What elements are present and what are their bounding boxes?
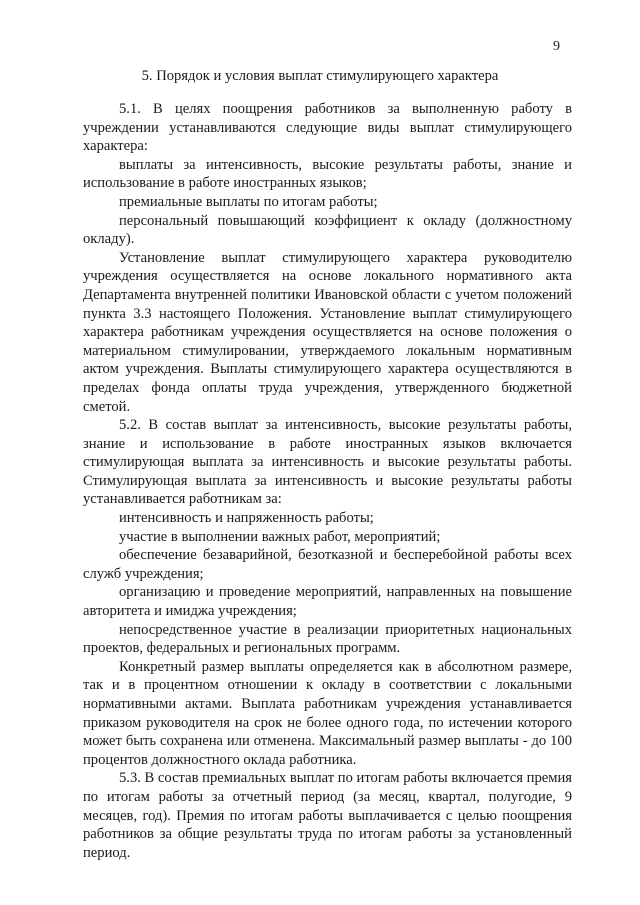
- list-item-uninterrupted-work: обеспечение безаварийной, безотказной и бесперебойной работы всех служб учреждения;: [83, 547, 572, 582]
- paragraph-5-1-intro: 5.1. В целях поощрения работников за выполненную работу в учреждении устанавливаются следующие виды выплат стимулирующего характера:: [83, 101, 572, 155]
- page-number: 9: [553, 39, 560, 54]
- list-item-national-projects: непосредственное участие в реализации приоритетных национальных проектов, федеральных и региональных программ.: [83, 621, 572, 657]
- list-item-events: организацию и проведение мероприятий, направленных на повышение авторитета и имиджа учреждения;: [83, 584, 572, 620]
- section-body: [83, 100, 572, 862]
- paragraph-establishment: Установление выплат стимулирующего характера руководителю учреждения осуществляется на основе локального нормативного акта Департамента внутренней политики Ивановской области с учетом положений пункта 3.3 настоящего Положения. Установление выплат стимулирующего характера работникам учреждения осуществляется на основе положения о материальном стимулировании, утверждаемого локальным нормативным актом учреждения. Выплаты стимулирующего характера осуществляются в пределах фонда оплаты труда учреждения, утвержденного бюджетной сметой.: [83, 249, 572, 415]
- paragraph-5-3: 5.3. В состав премиальных выплат по итогам работы включается премия по итогам работы за отчетный период (за месяц, квартал, полугодие, 9 месяцев, год). Премия по итогам работы выплачивается с целью поощрения работников за общие результаты труда по итогам работы за установленный период.: [83, 770, 572, 861]
- list-item-participation: участие в выполнении важных работ, мероприятий;: [119, 528, 441, 545]
- list-item-intensity-payments: выплаты за интенсивность, высокие результаты работы, знание и использование в работе иностранных языков;: [83, 156, 572, 192]
- paragraph-payment-size: Конкретный размер выплаты определяется как в абсолютном размере, так и в процентном отношении к окладу в соответствии с локальными нормативными актами. Выплата работникам учреждения устанавливается приказом руководителя на срок не более одного года, по истечении которого может быть сохранена или отменена. Максимальный размер выплаты - до 100 процентов должностного оклада работника.: [83, 658, 572, 768]
- list-item-intensity: интенсивность и напряженность работы;: [119, 510, 374, 527]
- section-heading: 5. Порядок и условия выплат стимулирующего характера: [141, 68, 499, 84]
- paragraph-5-2: 5.2. В состав выплат за интенсивность, высокие результаты работы, знание и использование в работе иностранных языков включается стимулирующая выплата за интенсивность и высокие результаты работы. Стимулирующая выплата за интенсивность и высокие результаты работы устанавливается работникам за:: [83, 417, 572, 508]
- list-item-bonus-payments: премиальные выплаты по итогам работы;: [119, 193, 378, 210]
- list-item-personal-coefficient: персональный повышающий коэффициент к окладу (должностному окладу).: [83, 212, 572, 248]
